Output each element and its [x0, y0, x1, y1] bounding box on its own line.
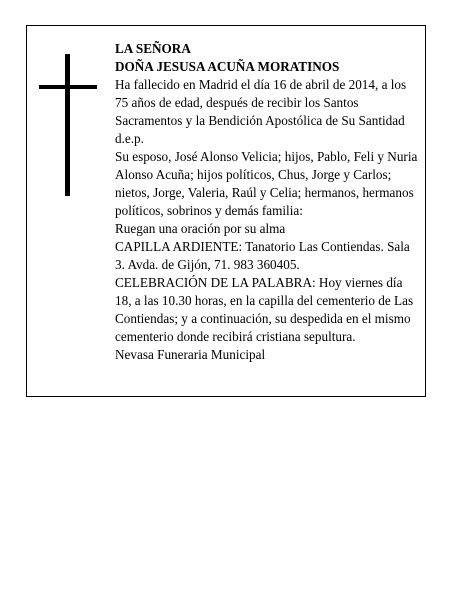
ceremony-info: CELEBRACIÓN DE LA PALABRA: Hoy viernes día 18, a las 10.30 horas, en la capilla del cementerio de Las Contiendas; y a continuación, su despedida en el mismo cementerio donde recibirá cristiana sepultura. [115, 275, 414, 344]
cross-icon [39, 54, 97, 196]
family-list: Su esposo, José Alonso Velicia; hijos, Pablo, Feli y Nuria Alonso Acuña; hijos políticos, Chus, Jorge y Carlos; nietos, Jorge, Valeria, Raúl y Celia; hermanos, hermanos políticos, sobrinos y demás familia: [115, 149, 418, 218]
deceased-name: DOÑA JESUSA ACUÑA MORATINOS [115, 59, 340, 74]
obituary-notice [26, 25, 426, 397]
prayer-request: Ruegan una oración por su alma [115, 221, 286, 236]
chapel-info: CAPILLA ARDIENTE: Tanatorio Las Contiendas. Sala 3. Avda. de Gijón, 71. 983 360405. [115, 239, 410, 272]
cross-vertical-bar [65, 54, 70, 196]
obituary-text [115, 40, 421, 364]
funeral-home: Nevasa Funeraria Municipal [115, 347, 266, 362]
cross-horizontal-bar [39, 85, 97, 89]
death-info: Ha fallecido en Madrid el día 16 de abril de 2014, a los 75 años de edad, después de recibir los Santos Sacramentos y la Bendición Apostólica de Su Santidad d.e.p. [115, 77, 407, 146]
heading-title: LA SEÑORA [115, 41, 191, 56]
